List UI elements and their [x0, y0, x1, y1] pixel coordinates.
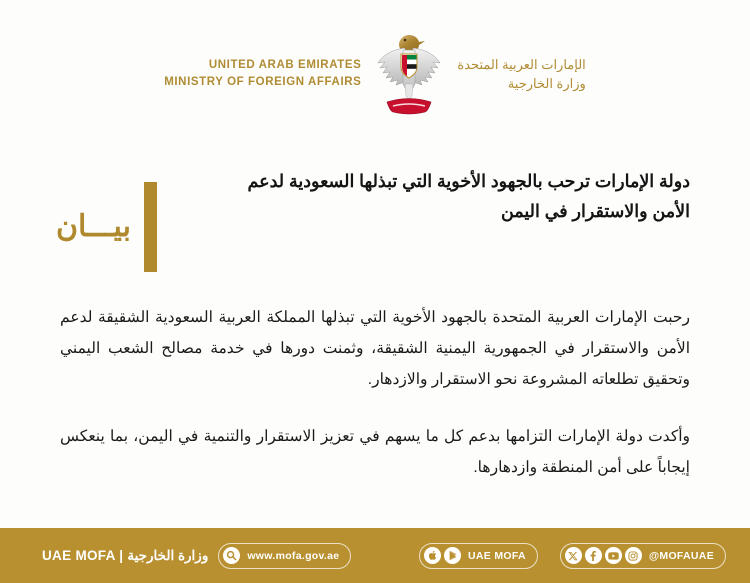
social-icons	[565, 547, 642, 564]
youtube-icon[interactable]	[605, 547, 622, 564]
social-pill[interactable]	[560, 543, 726, 569]
social-handle: @MOFAUAE	[648, 549, 714, 562]
headline-row	[0, 148, 750, 272]
google-play-icon[interactable]	[444, 547, 461, 564]
instagram-icon[interactable]	[625, 547, 642, 564]
page-title: دولة الإمارات ترحب بالجهود الأخوية التي تبذلها السعودية لدعم الأمن والاستقرار في اليمن	[247, 171, 690, 222]
logo-ar-line2: وزارة الخارجية	[507, 76, 586, 91]
logo-en-line1: UNITED ARAB EMIRATES	[208, 59, 362, 72]
app-label: UAE MOFA	[468, 549, 526, 562]
footer-bar	[0, 528, 750, 583]
paragraph-1: رحبت الإمارات العربية المتحدة بالجهود الأخوية التي تبذلها المملكة العربية السعودية الشقيقة لدعم الأمن والاستقرار في الجمهورية اليمنية الشقيقة، وثمنت دورها في خدمة مصالح الشعب اليمني وتحقيق تطلعاته المشروعة نحو الاستقرار والازدهار.	[60, 309, 690, 388]
paragraph-2: وأكدت دولة الإمارات التزامها بدعم كل ما يسهم في تعزيز الاستقرار والتنمية في اليمن، بما ينعكس إيجاباً على أمن المنطقة وازدهارها.	[60, 428, 690, 476]
app-download-pill[interactable]	[419, 543, 538, 569]
logo-arabic	[457, 55, 585, 94]
website-pill[interactable]	[218, 543, 351, 569]
statement-body	[0, 272, 750, 528]
app-store-icons	[424, 547, 461, 564]
website-url: www.mofa.gov.ae	[247, 549, 340, 562]
badge-label: بيـــان	[56, 210, 131, 243]
footer-brand: UAE MOFA | وزارة الخارجية	[42, 547, 209, 563]
header-logo-block	[0, 0, 750, 148]
facebook-icon[interactable]	[585, 547, 602, 564]
search-icon	[223, 547, 240, 564]
logo-en-line2: MINISTRY OF FOREIGN AFFAIRS	[164, 76, 362, 88]
x-twitter-icon[interactable]	[565, 547, 582, 564]
footer-left-group	[16, 543, 351, 569]
logo-english	[164, 57, 361, 90]
footer-right-group	[419, 543, 734, 569]
apple-appstore-icon[interactable]	[424, 547, 441, 564]
statement-badge	[0, 166, 157, 272]
badge-accent-bar	[144, 182, 157, 272]
logo-ar-line1: الإمارات العربية المتحدة	[457, 56, 586, 72]
uae-falcon-emblem	[375, 30, 443, 118]
